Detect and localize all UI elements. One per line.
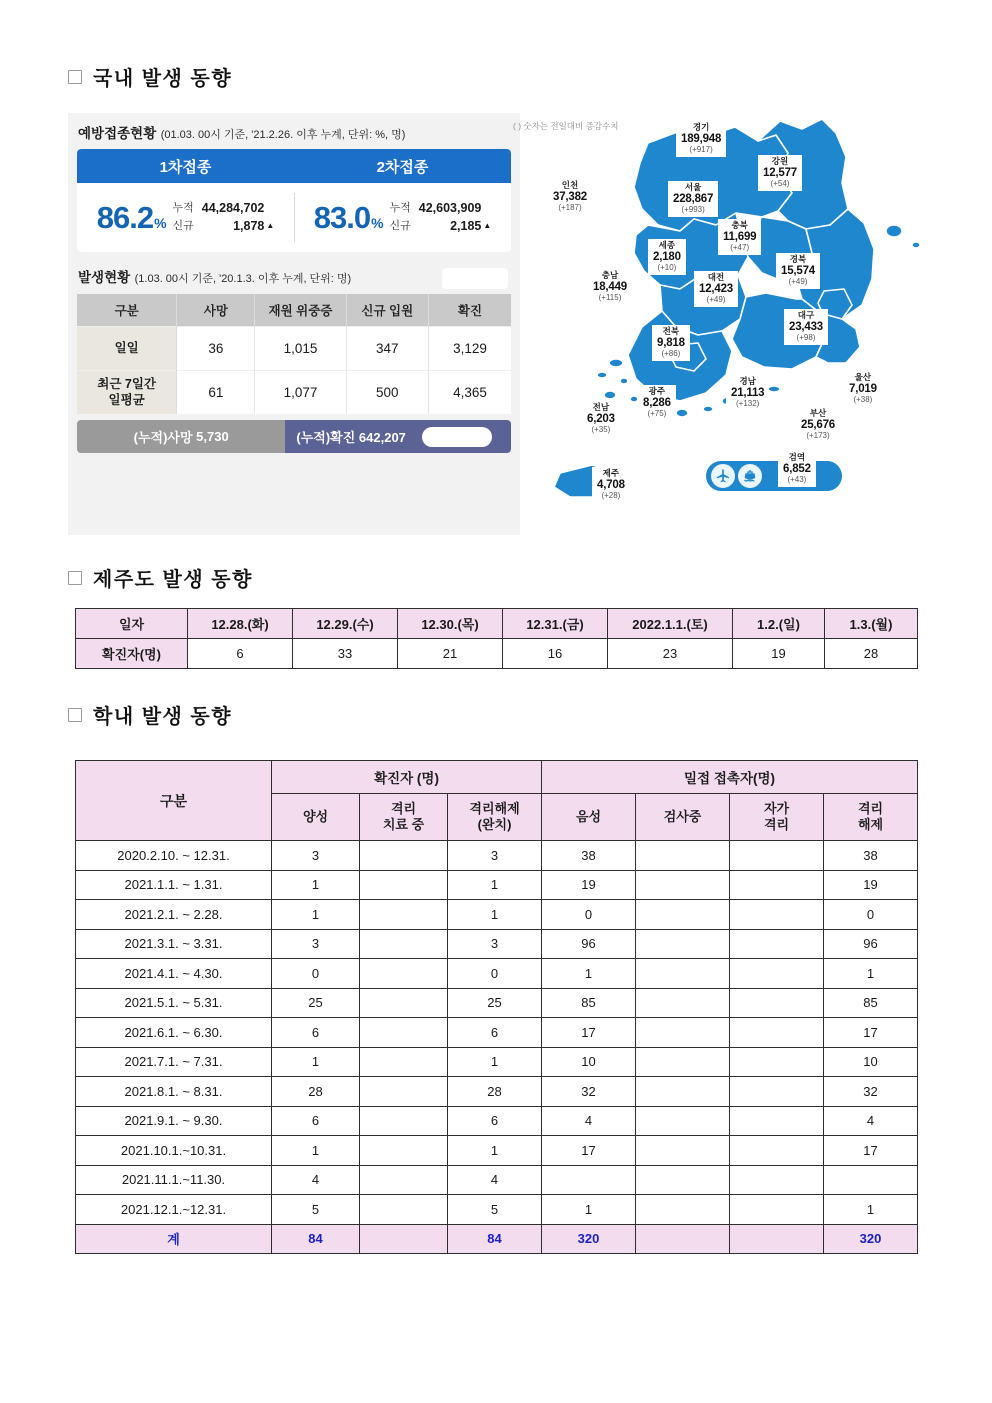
checkbox-icon <box>68 70 82 84</box>
school-subheader-self-isolation: 자가 격리 <box>730 794 824 841</box>
occ-header-death: 사망 <box>177 294 255 326</box>
section-heading-domestic <box>68 62 232 91</box>
increase-arrow-icon: ▲ <box>483 221 492 230</box>
jeju-count-6: 28 <box>825 639 918 669</box>
school-cell-4 <box>636 1224 730 1254</box>
table-row <box>76 1106 918 1136</box>
school-cell-5 <box>730 870 824 900</box>
school-cell-0: 84 <box>272 1224 360 1254</box>
jeju-count-4: 23 <box>608 639 733 669</box>
school-cell-6: 1 <box>824 1195 918 1225</box>
school-cell-6: 10 <box>824 1047 918 1077</box>
school-cell-5 <box>730 900 824 930</box>
school-cell-3: 0 <box>542 900 636 930</box>
school-cell-3 <box>542 1165 636 1195</box>
section-heading-school <box>68 700 232 729</box>
school-cell-0: 1 <box>272 1136 360 1166</box>
occ-row-label-daily: 일일 <box>77 326 177 370</box>
map-label-incheon: 인천 37,382 (+187) <box>548 179 592 215</box>
vaccination-dose-tabs <box>77 149 511 183</box>
cumulative-confirmed-text <box>296 427 406 446</box>
school-cell-5 <box>730 1047 824 1077</box>
jeju-header-date: 일자 <box>76 609 188 639</box>
school-cell-5 <box>730 841 824 871</box>
school-cell-2: 1 <box>448 870 542 900</box>
school-cell-1 <box>360 1195 448 1225</box>
table-header-row-groups <box>76 761 918 794</box>
school-cell-6: 38 <box>824 841 918 871</box>
jeju-trend-table <box>75 608 918 669</box>
school-cell-4 <box>636 900 730 930</box>
vaccination-title: 예방접종현황 <box>78 126 157 141</box>
map-label-seoul: 서울 228,867 (+993) <box>668 181 718 217</box>
school-cell-2: 1 <box>448 1047 542 1077</box>
school-subheader-positive: 양성 <box>272 794 360 841</box>
school-cell-1 <box>360 841 448 871</box>
school-cell-1 <box>360 1165 448 1195</box>
school-cell-1 <box>360 1018 448 1048</box>
school-cell-5 <box>730 1018 824 1048</box>
school-cell-1 <box>360 1047 448 1077</box>
occ-weekavg-newadmit: 500 <box>346 370 428 414</box>
section-title-domestic: 국내 발생 동향 <box>93 68 233 90</box>
occ-daily-death: 36 <box>177 326 255 370</box>
checkbox-icon <box>68 571 82 585</box>
school-cell-2: 3 <box>448 841 542 871</box>
school-subheader-negative: 음성 <box>542 794 636 841</box>
jeju-count-2: 21 <box>398 639 503 669</box>
school-cell-0: 5 <box>272 1195 360 1225</box>
jeju-count-1: 33 <box>293 639 398 669</box>
school-cell-6: 17 <box>824 1136 918 1166</box>
occ-daily-confirmed: 3,129 <box>429 326 512 370</box>
jeju-count-0: 6 <box>188 639 293 669</box>
dose-1-stats <box>77 183 294 252</box>
school-cell-2: 6 <box>448 1106 542 1136</box>
school-cell-5 <box>730 1165 824 1195</box>
school-cell-2: 5 <box>448 1195 542 1225</box>
table-header-row <box>76 609 918 639</box>
school-cell-5 <box>730 1077 824 1107</box>
school-cell-0: 1 <box>272 870 360 900</box>
vaccination-subtitle: (01.03. 00시 기준, '21.2.26. 이후 누계, 단위: %, 명) <box>160 129 406 141</box>
school-cell-4 <box>636 1165 730 1195</box>
table-row <box>76 841 918 871</box>
dose-1-label: 1차접종 <box>159 158 212 176</box>
school-cell-1 <box>360 1136 448 1166</box>
school-header-group-confirmed: 확진자 (명) <box>272 761 542 794</box>
school-cell-2: 0 <box>448 959 542 989</box>
school-cell-0: 1 <box>272 1047 360 1077</box>
school-cell-6: 0 <box>824 900 918 930</box>
school-cell-4 <box>636 1077 730 1107</box>
dose-2-new-label: 신규 <box>389 219 411 232</box>
occ-header-newadmit: 신규 입원 <box>346 294 428 326</box>
school-subheader-isolation-end: 격리 해제 <box>824 794 918 841</box>
school-cell-6: 85 <box>824 988 918 1018</box>
occurrence-card-header <box>68 252 520 294</box>
blank-placeholder-pill <box>422 427 492 447</box>
school-cell-5 <box>730 1136 824 1166</box>
school-cell-1 <box>360 988 448 1018</box>
map-label-jeju: 제주 4,708 (+28) <box>592 467 630 503</box>
jeju-count-3: 16 <box>503 639 608 669</box>
cumulative-confirmed-label: (누적)확진 <box>296 430 356 445</box>
table-row <box>76 1047 918 1077</box>
occurrence-table <box>77 294 511 414</box>
school-period: 2021.12.1.~12.31. <box>76 1195 272 1225</box>
table-row <box>76 1165 918 1195</box>
school-cell-2: 4 <box>448 1165 542 1195</box>
map-legend-note: ( ) 숫자는 전일대비 증감수치 <box>513 121 619 131</box>
school-cell-6 <box>824 1165 918 1195</box>
school-cell-4 <box>636 1136 730 1166</box>
school-header-group-contact: 밀접 접촉자(명) <box>542 761 918 794</box>
dose-2-new-value: 2,185 <box>450 218 482 233</box>
occ-daily-severe: 1,015 <box>255 326 346 370</box>
school-period: 2021.8.1. ~ 8.31. <box>76 1077 272 1107</box>
school-header-gubun: 구분 <box>76 761 272 841</box>
school-cell-2: 6 <box>448 1018 542 1048</box>
school-cell-6: 96 <box>824 929 918 959</box>
school-period: 2021.9.1. ~ 9.30. <box>76 1106 272 1136</box>
school-cell-6: 1 <box>824 959 918 989</box>
school-cell-3: 17 <box>542 1018 636 1048</box>
school-cell-1 <box>360 900 448 930</box>
dose-2-cumulative-value: 42,603,909 <box>418 201 482 215</box>
occurrence-subtitle: (1.03. 00시 기준, '20.1.3. 이후 누계, 단위: 명) <box>134 273 352 285</box>
table-row-total <box>76 1224 918 1254</box>
school-total-label: 계 <box>76 1224 272 1254</box>
jeju-date-3: 12.31.(금) <box>503 609 608 639</box>
school-cell-4 <box>636 959 730 989</box>
school-trend-table <box>75 760 918 1254</box>
dose-2-cumulative-label: 누적 <box>389 202 411 214</box>
school-cell-4 <box>636 1106 730 1136</box>
section-heading-jeju <box>68 563 253 592</box>
map-label-gwangju: 광주 8,286 (+75) <box>638 385 676 421</box>
school-cell-4 <box>636 1018 730 1048</box>
map-label-daegu: 대구 23,433 (+98) <box>784 309 828 345</box>
school-cell-0: 0 <box>272 959 360 989</box>
table-row <box>76 1136 918 1166</box>
school-cell-4 <box>636 988 730 1018</box>
school-cell-4 <box>636 870 730 900</box>
checkbox-icon <box>68 708 82 722</box>
school-cell-3: 38 <box>542 841 636 871</box>
dose-2-label: 2차접종 <box>376 158 429 176</box>
school-cell-3: 96 <box>542 929 636 959</box>
increase-arrow-icon: ▲ <box>266 221 275 230</box>
occ-header-gubun: 구분 <box>77 294 177 326</box>
school-cell-4 <box>636 1047 730 1077</box>
school-subheader-testing: 검사중 <box>636 794 730 841</box>
dose-1-cumulative-value: 44,284,702 <box>201 201 265 215</box>
school-cell-3: 19 <box>542 870 636 900</box>
cumulative-death-label: (누적)사망 <box>133 430 193 445</box>
occ-header-confirmed: 확진 <box>429 294 512 326</box>
domestic-status-card <box>68 113 520 535</box>
school-cell-3: 4 <box>542 1106 636 1136</box>
jeju-date-0: 12.28.(화) <box>188 609 293 639</box>
occ-header-severe: 재원 위중증 <box>255 294 346 326</box>
school-cell-0: 28 <box>272 1077 360 1107</box>
jeju-date-1: 12.29.(수) <box>293 609 398 639</box>
dose-1-new-label: 신규 <box>172 219 194 232</box>
school-period: 2021.10.1.~10.31. <box>76 1136 272 1166</box>
table-row <box>76 1195 918 1225</box>
table-row <box>76 959 918 989</box>
school-subheader-isolation-released: 격리해제 (완치) <box>448 794 542 841</box>
vaccination-panel <box>77 149 511 252</box>
school-cell-5 <box>730 1195 824 1225</box>
school-cell-0: 1 <box>272 900 360 930</box>
map-label-ulsan: 울산 7,019 (+38) <box>844 371 882 407</box>
jeju-date-6: 1.3.(월) <box>825 609 918 639</box>
school-cell-1 <box>360 959 448 989</box>
school-cell-0: 6 <box>272 1018 360 1048</box>
school-cell-4 <box>636 1195 730 1225</box>
map-label-busan: 부산 25,676 (+173) <box>796 407 840 443</box>
table-row <box>76 1018 918 1048</box>
jeju-date-2: 12.30.(목) <box>398 609 503 639</box>
jeju-count-5: 19 <box>733 639 825 669</box>
occ-weekavg-severe: 1,077 <box>255 370 346 414</box>
cumulative-death <box>77 420 285 453</box>
map-label-gyeonggi: 경기 189,948 (+917) <box>676 121 726 157</box>
table-row <box>76 929 918 959</box>
map-label-quarantine: 검역 6,852 (+43) <box>778 451 816 487</box>
table-row <box>77 370 511 414</box>
school-cell-3: 10 <box>542 1047 636 1077</box>
table-row <box>76 988 918 1018</box>
school-cell-5 <box>730 1106 824 1136</box>
map-label-jeonbuk: 전북 9,818 (+86) <box>652 325 690 361</box>
map-label-chungnam: 충남 18,449 (+115) <box>588 269 632 305</box>
jeju-date-4: 2022.1.1.(토) <box>608 609 733 639</box>
korea-map <box>530 113 990 538</box>
table-row <box>76 639 918 669</box>
cumulative-death-value: 5,730 <box>196 429 229 444</box>
table-row <box>76 900 918 930</box>
school-cell-0: 4 <box>272 1165 360 1195</box>
school-cell-3: 17 <box>542 1136 636 1166</box>
school-period: 2021.6.1. ~ 6.30. <box>76 1018 272 1048</box>
section-title-jeju: 제주도 발생 동향 <box>93 569 253 591</box>
dose-1-percent: 86.2% <box>96 199 166 235</box>
dose-2-stats <box>294 183 511 252</box>
school-cell-2: 3 <box>448 929 542 959</box>
ship-icon <box>738 464 762 488</box>
school-cell-3: 1 <box>542 1195 636 1225</box>
school-subheader-isolation-treatment: 격리 치료 중 <box>360 794 448 841</box>
school-cell-5 <box>730 959 824 989</box>
school-period: 2021.3.1. ~ 3.31. <box>76 929 272 959</box>
school-period: 2021.11.1.~11.30. <box>76 1165 272 1195</box>
school-cell-2: 28 <box>448 1077 542 1107</box>
school-cell-1 <box>360 1077 448 1107</box>
map-label-gangwon: 강원 12,577 (+54) <box>758 155 802 191</box>
dose-1-new-value: 1,878 <box>233 218 265 233</box>
occ-weekavg-confirmed: 4,365 <box>429 370 512 414</box>
school-cell-4 <box>636 841 730 871</box>
table-row <box>76 1077 918 1107</box>
school-cell-0: 25 <box>272 988 360 1018</box>
school-cell-1 <box>360 929 448 959</box>
school-cell-5 <box>730 988 824 1018</box>
school-cell-6: 19 <box>824 870 918 900</box>
school-cell-2: 1 <box>448 900 542 930</box>
school-cell-6: 32 <box>824 1077 918 1107</box>
school-cell-3: 85 <box>542 988 636 1018</box>
map-label-daejeon: 대전 12,423 (+49) <box>694 271 738 307</box>
school-period: 2021.5.1. ~ 5.31. <box>76 988 272 1018</box>
table-row <box>76 870 918 900</box>
occurrence-title: 발생현황 <box>78 270 131 285</box>
school-cell-2: 1 <box>448 1136 542 1166</box>
school-cell-2: 25 <box>448 988 542 1018</box>
school-cell-5 <box>730 929 824 959</box>
school-period: 2021.1.1. ~ 1.31. <box>76 870 272 900</box>
school-cell-2: 84 <box>448 1224 542 1254</box>
dose-2-percent: 83.0% <box>313 199 383 235</box>
map-label-chungbuk: 충북 11,699 (+47) <box>718 219 761 255</box>
school-cell-0: 3 <box>272 841 360 871</box>
map-label-gyeongbuk: 경북 15,574 (+49) <box>776 253 820 289</box>
cumulative-confirmed-value: 642,207 <box>358 430 406 445</box>
school-cell-0: 3 <box>272 929 360 959</box>
school-cell-5 <box>730 1224 824 1254</box>
school-period: 2021.2.1. ~ 2.28. <box>76 900 272 930</box>
school-table-body <box>76 841 918 1254</box>
occ-daily-newadmit: 347 <box>346 326 428 370</box>
occ-row-label-weekavg: 최근 7일간 일평균 <box>77 370 177 414</box>
school-cell-3: 320 <box>542 1224 636 1254</box>
blank-placeholder <box>442 268 508 289</box>
airplane-icon <box>711 464 735 488</box>
school-cell-4 <box>636 929 730 959</box>
occ-weekavg-death: 61 <box>177 370 255 414</box>
section-title-school: 학내 발생 동향 <box>93 706 233 728</box>
school-period: 2021.4.1. ~ 4.30. <box>76 959 272 989</box>
school-cell-6: 17 <box>824 1018 918 1048</box>
table-row <box>77 326 511 370</box>
quarantine-entry-pill <box>706 461 842 491</box>
map-label-gyeongnam: 경남 21,113 (+132) <box>726 375 769 411</box>
school-cell-1 <box>360 1224 448 1254</box>
map-label-sejong: 세종 2,180 (+10) <box>648 239 686 275</box>
jeju-row-label: 확진자(명) <box>76 639 188 669</box>
school-cell-3: 1 <box>542 959 636 989</box>
school-cell-0: 6 <box>272 1106 360 1136</box>
vaccination-card-header <box>68 113 520 149</box>
school-cell-1 <box>360 1106 448 1136</box>
school-cell-6: 320 <box>824 1224 918 1254</box>
school-cell-1 <box>360 870 448 900</box>
school-cell-6: 4 <box>824 1106 918 1136</box>
map-label-jeonnam: 전남 6,203 (+35) <box>582 401 620 437</box>
cumulative-total-bar <box>77 420 511 453</box>
dose-1-cumulative-label: 누적 <box>172 202 194 214</box>
cumulative-confirmed <box>285 420 511 453</box>
school-period: 2021.7.1. ~ 7.31. <box>76 1047 272 1077</box>
school-cell-3: 32 <box>542 1077 636 1107</box>
table-header-row <box>77 294 511 326</box>
jeju-date-5: 1.2.(일) <box>733 609 825 639</box>
school-period: 2020.2.10. ~ 12.31. <box>76 841 272 871</box>
